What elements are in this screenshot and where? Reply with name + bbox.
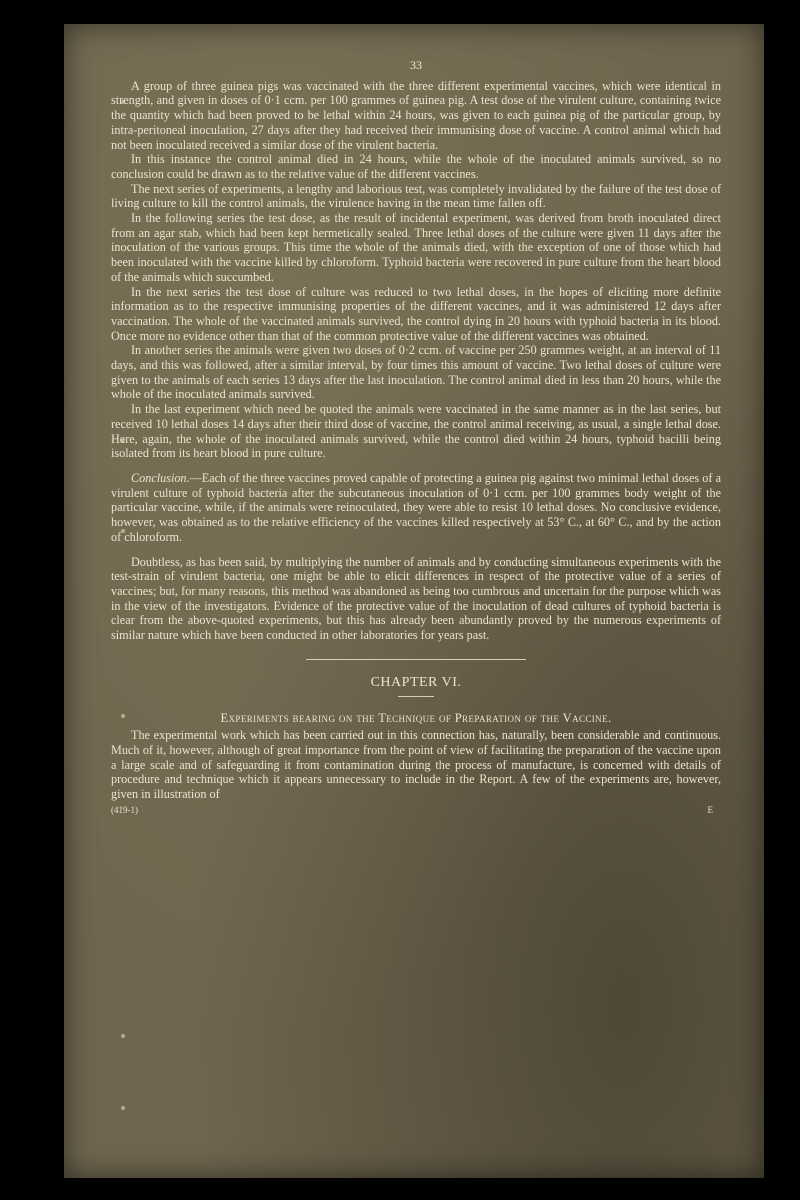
paragraph: In the following series the test dose, as the result of incidental experiment, was derived from broth inoculated direct from an agar stab, which had been kept hermetically sealed. Three lethal doses of the culture were given 11 days after the inoculation of the various groups. This time the whole of the animals died, with the exception of one of those which had been inoculated with the vaccine killed by chloroform. Typhoid bacteria were recovered in pure culture from the heart blood of the animals which succumbed.	[111, 211, 721, 284]
section-title: Experiments bearing on the Technique of Preparation of the Vaccine.	[220, 711, 612, 726]
divider	[306, 659, 526, 660]
conclusion-label: Conclusion.	[131, 470, 190, 485]
page-text	[111, 58, 721, 817]
paragraph: In the last experiment which need be quoted the animals were vaccinated in the same manner as in the last series, but received 10 lethal doses 14 days after their third dose of vaccine, the control animal receiving, as usual, a single lethal dose. Here, again, the whole of the inoculated animals survived, while the control died within 24 hours, typhoid bacilli being isolated from its heart blood in pure culture.	[111, 402, 721, 461]
paragraph: A group of three guinea pigs was vaccinated with the three different experimental vaccines, which were identical in strength, and given in doses of 0·1 ccm. per 100 grammes of guinea pig. A test dose of the virulent culture, containing twice the quantity which had been proved to be lethal within 24 hours, was given to each guinea pig of the particular group, by intra-peritoneal inoculation, 27 days after they had received their immunising dose of vaccine. A control animal which had not been inoculated received a similar dose of the virulent bacteria.	[111, 78, 721, 152]
margin-binding-hole	[121, 1106, 125, 1110]
page-number: 33	[410, 58, 422, 72]
print-code: (419-1)	[111, 804, 138, 815]
paragraph: In another series the animals were given two doses of 0·2 ccm. of vaccine per 250 grammes weight, at an interval of 11 days, and this was followed, after a similar interval, by four times this amount of vaccine. Two lethal doses of culture were given to the animals of each series 13 days after the last inoculation. The control animal died in less than 20 hours, while the whole of the inoculated animals survived.	[111, 343, 721, 402]
document-page	[64, 24, 764, 1178]
margin-binding-hole	[121, 1034, 125, 1038]
paragraph: The next series of experiments, a lengthy and laborious test, was completely invalidated by the failure of the test dose of living culture to kill the control animals, the virulence having in the mean time fallen off.	[111, 181, 721, 211]
page-footer	[111, 803, 721, 818]
paragraph: The experimental work which has been carried out in this connection has, naturally, been considerable and continuous. Much of it, however, although of great importance from the point of view of facilitating the preparation of the vaccine upon a large scale and of safeguarding it from contamination during the process of manufacture, is concerned with details of procedure and technique which it appears unnecessary to include in the Report. A few of the experiments are, however, given in illustration of	[111, 728, 721, 801]
paragraph: In this instance the control animal died in 24 hours, while the whole of the inoculated animals survived, so no conclusion could be drawn as to the relative value of the different vaccines.	[111, 152, 721, 181]
conclusion-text: —Each of the three vaccines proved capable of protecting a guinea pig against two minimal lethal doses of a virulent culture of typhoid bacteria after the subcutaneous inoculation of 0·1 ccm. per 100 grammes body weight of the particular vaccine, while, if the animals were reinoculated, they were able to resist 10 lethal doses. No conclusive evidence, however, was obtained as to the relative efficiency of the vaccines killed respectively at 53° C., at 60° C., and by the action of chloroform.	[111, 470, 721, 544]
paragraph: In the next series the test dose of culture was reduced to two lethal doses, in the hopes of eliciting more definite information as to the respective immunising properties of the different vaccines, and it was administered 12 days after vaccination. The whole of the vaccinated animals survived, the control dying in 20 hours with typhoid bacteria in its blood. Once more no evidence other than that of the common protective value of the different vaccines was obtained.	[111, 284, 721, 343]
signature-mark: E	[707, 804, 713, 815]
conclusion-paragraph	[111, 471, 721, 545]
divider	[398, 696, 434, 697]
paragraph: Doubtless, as has been said, by multiplying the number of animals and by conducting simultaneous experiments with the test-strain of virulent bacteria, one might be able to elicit differences in respect of the protective value of a series of vaccines; but, for many reasons, this method was abandoned as being too cumbrous and uncertain for the purpose which was in the view of the investigators. Evidence of the protective value of the inoculation of dead cultures of typhoid bacteria is clear from the above-quoted experiments, but this has already been abundantly proved by the numerous experiments of similar nature which have been conducted in other laboratories for years past.	[111, 554, 721, 643]
chapter-heading: CHAPTER VI.	[370, 674, 462, 690]
